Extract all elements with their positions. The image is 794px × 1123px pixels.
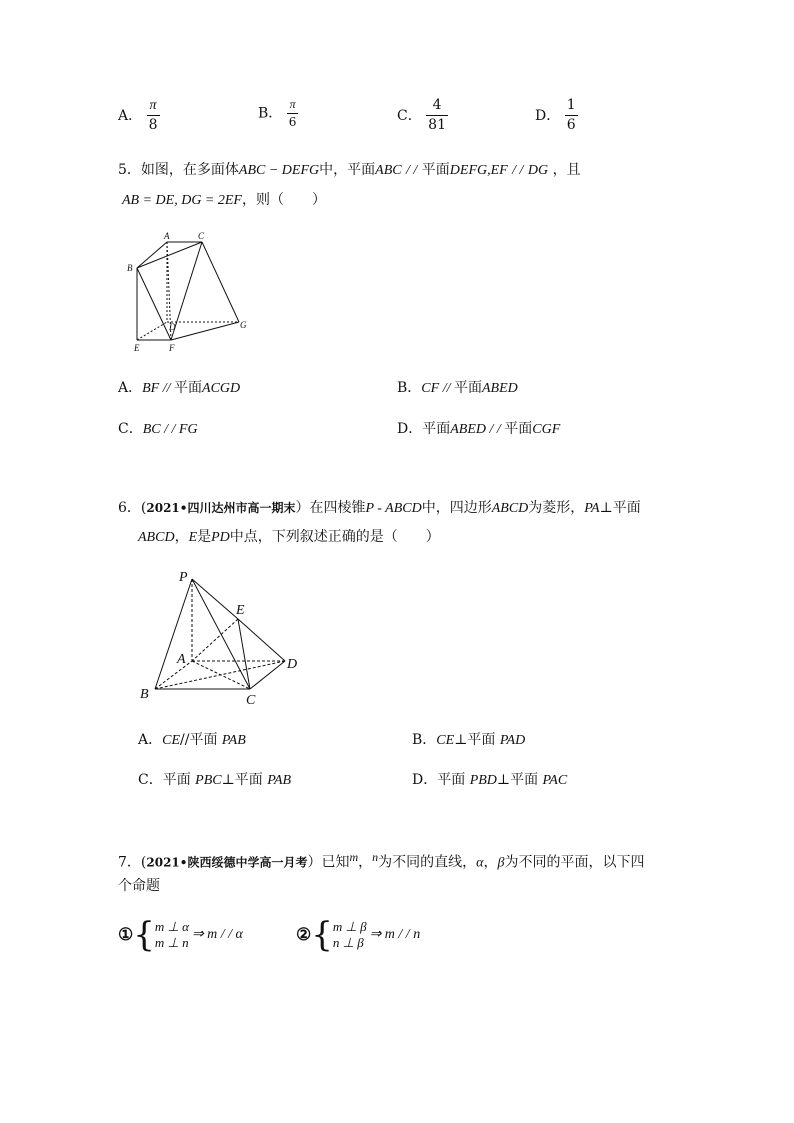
q5-label-c: C: [198, 231, 205, 241]
q5-label-f: F: [169, 343, 175, 353]
q5-label-g: G: [240, 320, 247, 330]
q5-label-a: A: [164, 231, 170, 241]
q5-option-d: D．平面ABED / / 平面CGF: [397, 421, 561, 437]
q6-label-b: B: [140, 687, 149, 702]
q5-stem-line2: AB = DE, DG = 2EF，则（ ）: [122, 192, 326, 208]
q7-stem-line2: 个命题: [118, 878, 160, 894]
q5-option-a: A．BF // 平面ACGD: [118, 380, 241, 396]
q7-proposition-1: ① { m ⊥ α m ⊥ n ⇒ m / / α: [118, 915, 243, 955]
q7-proposition-2: ② { m ⊥ β n ⊥ β ⇒ m / / n: [296, 915, 421, 955]
q4-option-d: D． $\frac{1}{6}$: [535, 97, 576, 134]
q6-label-a: A: [177, 652, 186, 667]
q4-option-a: A． $\frac{\pi}{8}$: [118, 98, 158, 134]
q5-stem-line1: 5．如图，在多面体ABC − DEFG中，平面ABC / / 平面DEFG,EF / / DG ，且: [118, 162, 581, 178]
q5-option-b: B．CF // 平面ABED: [397, 380, 518, 396]
q5-label-e: E: [134, 343, 140, 353]
q6-stem-line2: ABCD，E是PD中点，下列叙述正确的是（ ）: [138, 529, 440, 545]
q6-label-e: E: [236, 603, 245, 618]
q5-label-d: D: [169, 322, 176, 332]
q6-stem-line1: 6．(2021•四川达州市高一期末）在四棱锥P - ABCD中，四边形ABCD为菱形，PA⊥平面: [118, 500, 641, 516]
q7-stem-line1: 7．(2021•陕西绥德中学高一月考）已知$^m$，$^n$为不同的直线，α，β为不同的平面，以下四: [118, 850, 645, 871]
q6-label-d: D: [287, 657, 298, 672]
q5-figure: [125, 230, 265, 358]
q5-option-c: C．BC / / FG: [118, 421, 198, 437]
q5-label-b: B: [127, 263, 133, 273]
q6-figure: [138, 565, 308, 710]
q6-option-c: C．平面 PBC⊥平面 PAB: [138, 772, 292, 788]
q6-label-c: C: [246, 693, 256, 708]
q6-option-d: D．平面 PBD⊥平面 PAC: [412, 772, 568, 788]
q6-option-a: A．CE//平面 PAB: [138, 732, 246, 748]
q6-option-b: B．CE⊥平面 PAD: [412, 732, 526, 748]
q6-label-p: P: [179, 570, 188, 585]
q4-option-b: B． $\frac{\pi}{6}$: [258, 97, 297, 130]
q4-option-c: C． $\frac{4}{81}$: [397, 97, 446, 134]
